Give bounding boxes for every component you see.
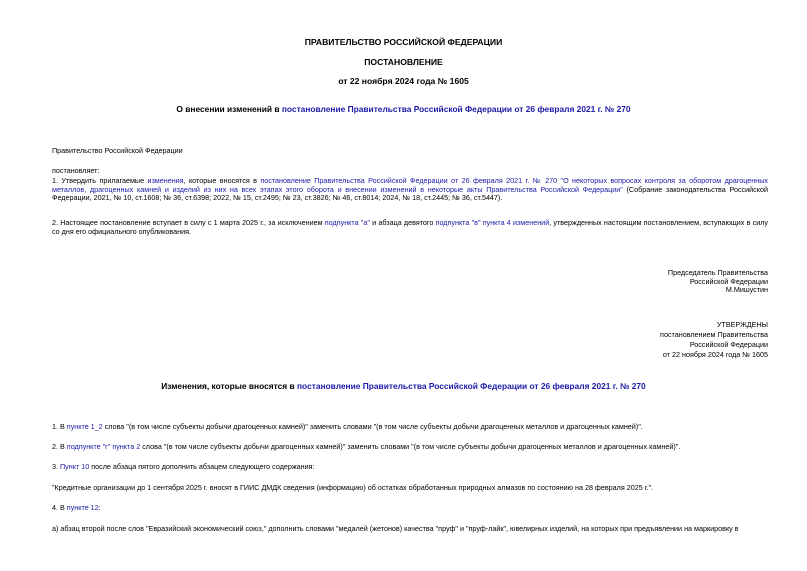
signature-position-1: Председатель Правительства	[667, 268, 768, 277]
paragraph-2	[52, 219, 768, 236]
change-4-link[interactable]: пункте 12	[66, 503, 99, 512]
government-heading: ПРАВИТЕЛЬСТВО РОССИЙСКОЙ ФЕДЕРАЦИИ	[304, 37, 503, 47]
title-link[interactable]: постановление Правительства Российской Федерации от 26 февраля 2021 г. № 270	[281, 104, 631, 114]
approved-line-4: от 22 ноября 2024 года № 1605	[662, 349, 768, 359]
p2-text-2: и абзаца девятого	[369, 218, 436, 227]
document-type: ПОСТАНОВЛЕНИЕ	[364, 57, 443, 67]
signature-position-2: Российской Федерации	[689, 276, 768, 286]
change-2	[52, 443, 768, 452]
change-4a: а) абзац второй после слов "Евразийский экономический союз," дополнить словами "медалей (жетонов) качества "пруф" и "пруф-лайк", ювелирных изделий, на которых при предъявлении на маркировку в	[52, 525, 739, 533]
issuer: Правительство Российской Федерации	[52, 146, 183, 155]
signature-block	[468, 269, 768, 295]
change-2-link[interactable]: подпункте "г" пункта 2	[66, 442, 141, 451]
p2-link-subpoint-a[interactable]: подпункта "а"	[324, 218, 370, 227]
change-3	[52, 463, 768, 472]
change-1	[52, 423, 768, 432]
signature-name: М.Мишустин	[725, 285, 768, 295]
changes-title	[0, 381, 807, 391]
changes-title-link[interactable]: постановление Правительства Российской Федерации от 26 февраля 2021 г. № 270	[297, 381, 646, 391]
p2-text-1: 2. Настоящее постановление вступает в силу с 1 марта 2025 г., за исключением	[52, 218, 325, 227]
change-1-text-1: 1. В	[52, 422, 67, 431]
p1-text-1: 1. Утвердить прилагаемые	[52, 176, 148, 185]
change-3-text-2: после абзаца пятого дополнить абзацем следующего содержания:	[89, 462, 315, 471]
change-1-text-2: слова "(в том числе субъекты добычи драгоценных камней)" заменить словами "(в том числе субъекты добычи драгоценных металлов и драгоценных камней)".	[102, 422, 643, 431]
changes-title-prefix: Изменения, которые вносятся в	[161, 381, 297, 391]
change-4-text-1: 4. В	[52, 503, 67, 512]
p1-text-3: (Собрание законодательства Российской Федерации, 2021, № 10, ст.1608; № 36, ст.6398; 2022, № 15, ст.2495; № 23, ст.3826; № 46, ст.8014; 2024, № 18, ст.2445; № 36, ст.5447).	[52, 184, 768, 203]
change-2-text-2: слова "(в том числе субъекты добычи драгоценных камней)" заменить словами "(в том числе субъекты добычи драгоценных металлов и драгоценных камней)".	[140, 442, 681, 451]
decree-word: постановляет:	[52, 166, 100, 175]
p1-link-decree[interactable]: постановление Правительства Российской Федерации от 26 февраля 2021 г. № 270 "О некоторых вопросах контроля за оборотом драгоценных металлов, драгоценных камней и изделий из них на всех этапах этого оборота и внесении изменений в некоторые акты Правительства Российской Федерации"	[52, 176, 768, 194]
change-1-link[interactable]: пункте 1_2	[66, 422, 103, 431]
approved-line-1: УТВЕРЖДЕНЫ	[716, 320, 768, 329]
paragraph-1	[52, 177, 768, 203]
title-prefix: О внесении изменений в	[176, 104, 282, 114]
p2-link-subpoint-v[interactable]: подпункта "в" пункта 4 изменений	[435, 218, 550, 227]
p1-link-changes[interactable]: изменения	[147, 176, 184, 185]
document-title	[0, 104, 807, 114]
change-3-text-1: 3.	[52, 462, 60, 471]
approved-line-2: постановлением Правительства	[660, 329, 768, 339]
approved-line-3: Российской Федерации	[689, 339, 768, 349]
change-2-text-1: 2. В	[52, 442, 67, 451]
p1-text-2: , которые вносятся в	[183, 176, 261, 185]
change-3-quote: "Кредитные организации до 1 сентября 2025 г. вносят в ГИИС ДМДК сведения (информацию) об остатках обработанных природных алмазов по состоянию на 28 февраля 2025 г.".	[52, 483, 654, 492]
change-4	[52, 504, 768, 513]
approved-block	[468, 320, 768, 360]
p2-text-3: , утвержденных настоящим постановлением, вступающих в силу со дня его официального опубликования.	[52, 218, 769, 236]
document-date-number: от 22 ноября 2024 года № 1605	[338, 76, 469, 86]
change-4-text-2: :	[98, 503, 101, 512]
change-3-link[interactable]: Пункт 10	[60, 462, 90, 471]
